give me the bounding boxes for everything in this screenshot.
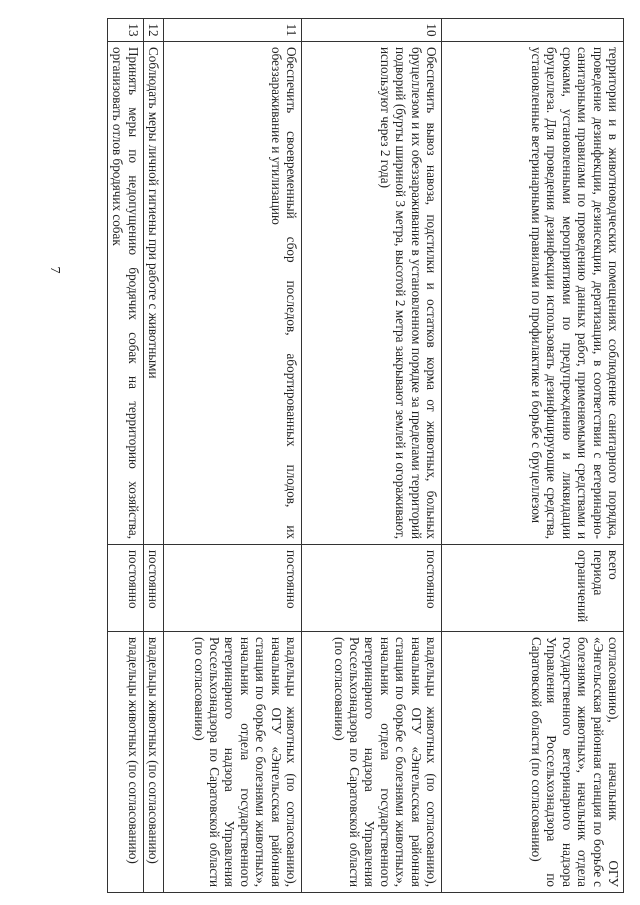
measure-text: Соблюдать меры личной гигиены при работе с животными	[143, 42, 163, 545]
responsible-text: владельцы животных (по согласованию)	[107, 632, 143, 893]
table-row	[164, 19, 302, 893]
measure-text: Принять меры по недопущению бродячих собак на территорию хозяйства, организовать отлов бродячих собак	[107, 42, 143, 545]
period-text: постоянно	[143, 545, 163, 632]
period-text: постоянно	[107, 545, 143, 632]
responsible-text: владельцы животных (по согласованию), начальник ОГУ «Энгельсская районная станция по борьбе с болезнями животных», начальник отдела государственного ветеринарного надзора Управления Россельхознадзора по Саратовской области (по согласованию)	[164, 632, 302, 893]
measure-text: территории и в животноводческих помещениях соблюдение санитарного порядка, проведение дезинфекции, дезинсекции, дератизации, в соответствии с ветеринарно-санитарными правилами по проведению данных работ, применяемыми средствами и сроками, установленными мероприятиями по предупреждению и ликвидации бруцеллеза. Для проведения дезинфекции использовать дезинфицирующие средства, установленные ветеринарными правилами по профилактике и борьбе с бруцеллезом	[442, 42, 624, 545]
row-number: 13	[107, 19, 143, 42]
responsible-text: владельцы животных (по согласованию), начальник ОГУ «Энгельсская районная станция по борьбе с болезнями животных», начальник отдела государственного ветеринарного надзора Управления Россельхознадзора по Саратовской области (по согласованию)	[302, 632, 442, 893]
period-text: постоянно	[164, 545, 302, 632]
period-text: постоянно	[302, 545, 442, 632]
row-number	[442, 19, 624, 42]
period-text: всего периода ограничений	[442, 545, 624, 632]
responsible-text: владельцы животных (по согласованию)	[143, 632, 163, 893]
rotated-table-wrapper	[90, 0, 640, 905]
measure-text: Обеспечить вывоз навоза, подстилки и остатков корма от животных, больных бруцеллезом и их обеззараживание в установленном порядке за пределами территорий подворий (бурты шириной 3 метра, высотой 2 метра закрывают землей и огораживают, используют через 2 года)	[302, 42, 442, 545]
row-number: 10	[302, 19, 442, 42]
table-row	[442, 19, 624, 893]
measure-text: Обеспечить своевременный сбор последов, абортированных плодов, их обеззараживание и утилизацию	[164, 42, 302, 545]
measures-table	[107, 18, 624, 893]
row-number: 11	[164, 19, 302, 42]
table-row	[302, 19, 442, 893]
table-row	[143, 19, 163, 893]
page-number: 7	[47, 266, 62, 274]
row-number: 12	[143, 19, 163, 42]
table-row	[107, 19, 143, 893]
responsible-text: согласованию), начальник ОГУ «Энгельсская районная станция по борьбе с болезнями животных», начальник отдела государственного ветеринарного надзора Управления Россельхознадзора по Саратовской области (по согласованию)	[442, 632, 624, 893]
